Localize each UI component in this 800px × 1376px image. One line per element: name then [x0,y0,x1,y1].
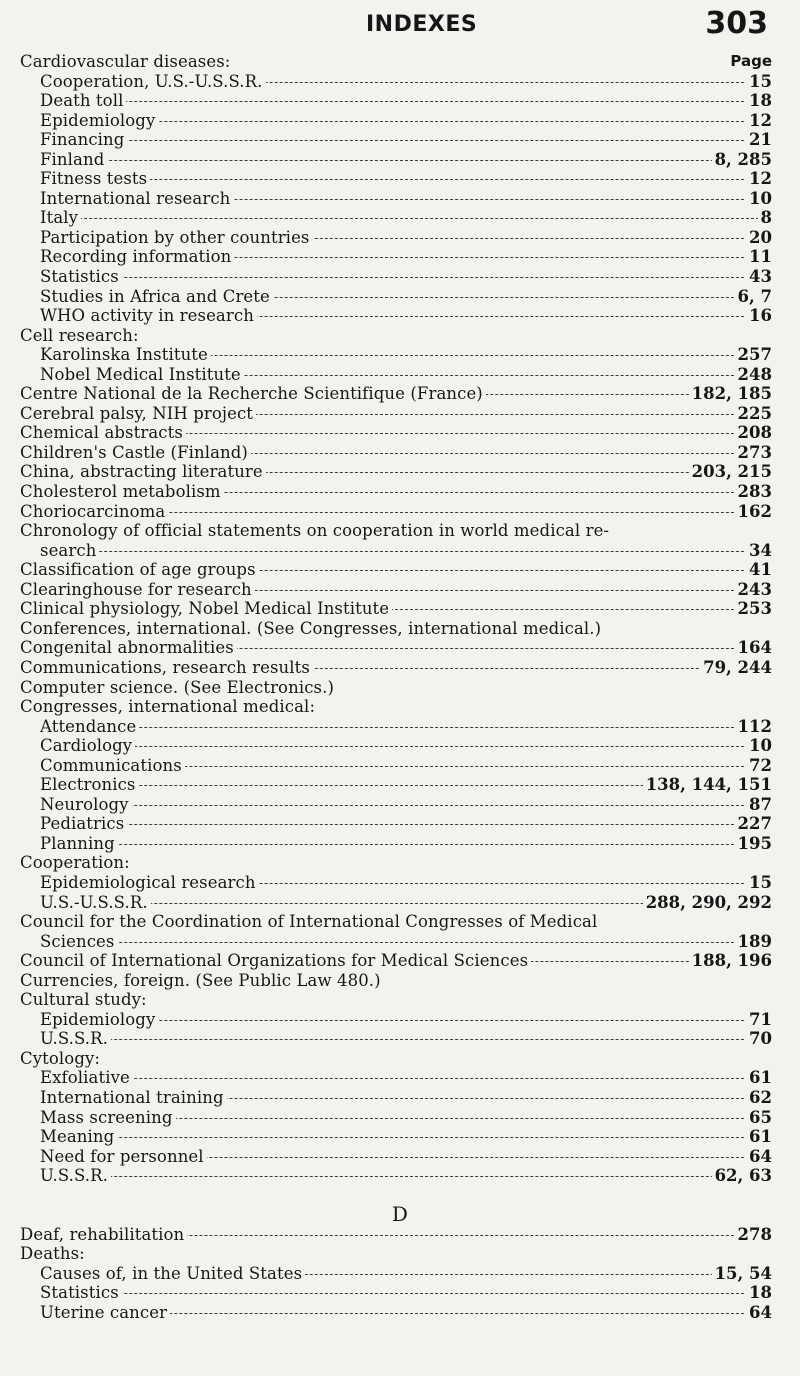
entry-text: Centre National de la Recherche Scientifique (France) [20,384,486,404]
index-entry [0,384,800,404]
entry-text: Planning [40,834,118,854]
dot-leader [44,942,764,943]
entry-page-ref: 18 [746,1283,772,1303]
dot-leader [44,746,764,747]
index-entry [0,697,800,717]
entry-page-ref: 87 [746,795,772,815]
entry-text: Exfoliative [40,1068,133,1088]
entry-page-ref: 18 [746,91,772,111]
dot-leader [44,1078,764,1079]
entry-page-ref: 34 [746,541,772,561]
index-entry [0,443,800,463]
entry-text: Karolinska Institute [40,345,211,365]
entry-text: Deaf, rehabilitation [20,1225,187,1245]
index-entry [0,326,800,346]
entry-page-ref: 138, 144, 151 [643,775,772,795]
entry-text: Neurology [40,795,132,815]
entry-page-ref: 65 [746,1108,772,1128]
index-entry [0,1010,800,1030]
index-entry [0,1029,800,1049]
entry-page-ref: 61 [746,1068,772,1088]
entry-page-ref: 182, 185 [689,384,772,404]
index-entry [0,1049,800,1069]
entry-text: Cooperation: [20,853,133,873]
dot-leader [44,179,764,180]
entry-page-ref: 61 [746,1127,772,1147]
entry-page-ref: 71 [746,1010,772,1030]
index-entry [0,912,800,932]
entry-text: Currencies, foreign. (See Public Law 480.) [20,971,384,991]
index-entry [0,404,800,424]
section-letter [0,1202,800,1227]
entry-text: Nobel Medical Institute [40,365,244,385]
entry-text: Conferences, international. (See Congresses, international medical.) [20,619,604,639]
entry-text: Pediatrics [40,814,127,834]
index-entry [0,462,800,482]
entry-page-ref: 12 [746,111,772,131]
entry-text: Italy [40,208,81,228]
entry-page-ref: 11 [746,247,772,267]
index-entry [0,814,800,834]
entry-text: U.S.-U.S.S.R. [40,893,151,913]
dot-leader [44,140,764,141]
index-entry [0,1108,800,1128]
index-entry [0,1166,800,1186]
entry-text: Cytology: [20,1049,103,1069]
entry-page-ref: 203, 215 [689,462,772,482]
entry-page-ref: 15 [746,873,772,893]
entry-page-ref: 12 [746,169,772,189]
entry-text: Electronics [40,775,139,795]
dot-leader [44,101,764,102]
entry-page-ref: 162 [735,502,772,522]
entry-text: Deaths: [20,1244,88,1264]
entry-text: Cultural study: [20,990,150,1010]
dot-leader [44,824,764,825]
entry-page-ref: 208 [735,423,772,443]
index-entry [0,990,800,1010]
index-entry [0,130,800,150]
dot-leader [44,1176,764,1177]
entry-page-ref: 188, 196 [689,951,772,971]
index-entry [0,189,800,209]
entry-text: Finland [40,150,107,170]
index-entry [0,208,800,228]
entry-text: Chronology of official statements on cooperation in world medical re- [20,521,612,541]
entry-text: Congresses, international medical: [20,697,318,717]
index-entry [0,169,800,189]
index-entry [0,1088,800,1108]
index-entry [0,560,800,580]
index-entry [0,1147,800,1167]
index-entry [0,52,800,72]
entry-page-ref: 225 [735,404,772,424]
entry-page-ref: 15, 54 [712,1264,772,1284]
entry-text: U.S.S.R. [40,1029,111,1049]
dot-leader [44,844,764,845]
dot-leader [44,1137,764,1138]
entry-text: Uterine cancer [40,1303,170,1323]
entry-text: Meaning [40,1127,117,1147]
entry-page-ref: 21 [746,130,772,150]
index-entry [0,502,800,522]
index-entry [0,228,800,248]
index-entry [0,72,800,92]
entry-text: Computer science. (See Electronics.) [20,678,337,698]
index-entry [0,951,800,971]
index-entry [0,287,800,307]
page-number: 303 [705,6,768,41]
entry-text: Communications, research results [20,658,313,678]
running-title: INDEXES [366,12,478,37]
entry-text: Financing [40,130,127,150]
entry-page-ref: 227 [735,814,772,834]
entry-text: Causes of, in the United States [40,1264,305,1284]
index-entry [0,1225,800,1245]
dot-leader [44,1293,764,1294]
entry-page-ref: 189 [735,932,772,952]
entry-text: Attendance [40,717,139,737]
dot-leader [44,1039,764,1040]
entry-page-ref: 257 [735,345,772,365]
dot-leader [44,805,764,806]
entry-text: Cardiovascular diseases: [20,52,233,72]
entry-text: Communications [40,756,185,776]
entry-text: Cooperation, U.S.-U.S.S.R. [40,72,266,92]
index-entry [0,306,800,326]
entry-text: Council of International Organizations for Medical Sciences [20,951,531,971]
index-entry [0,658,800,678]
index-entry [0,717,800,737]
page-header [0,6,800,46]
entry-text: search [40,541,99,561]
index-entry [0,423,800,443]
entry-text: Death toll [40,91,126,111]
index-entry [0,873,800,893]
entry-page-ref: 6, 7 [735,287,772,307]
index-entry [0,678,800,698]
entry-text: Congenital abnormalities [20,638,237,658]
entry-text: Cardiology [40,736,135,756]
section-letter-label: D [391,1202,409,1227]
entry-text: Sciences [40,932,118,952]
index-entry [0,1264,800,1284]
entry-text: Studies in Africa and Crete [40,287,273,307]
entry-page-ref: 16 [746,306,772,326]
entry-page-ref: 195 [735,834,772,854]
index-entry [0,853,800,873]
index-entry [0,1068,800,1088]
index-entry [0,541,800,561]
entry-text: Statistics [40,1283,122,1303]
index-entry [0,521,800,541]
entry-page-ref: Page [727,52,772,72]
dot-leader [44,218,764,219]
entry-text: Epidemiological research [40,873,259,893]
entry-page-ref: 278 [735,1225,772,1245]
entry-page-ref: 10 [746,189,772,209]
index-entry [0,247,800,267]
index-entry [0,736,800,756]
index-entry [0,971,800,991]
entry-page-ref: 43 [746,267,772,287]
entry-text: Cell research: [20,326,142,346]
entry-text: Classification of age groups [20,560,259,580]
index-entry [0,91,800,111]
entry-text: Recording information [40,247,234,267]
entry-text: Choriocarcinoma [20,502,168,522]
entry-page-ref: 253 [735,599,772,619]
entry-text: Need for personnel [40,1147,207,1167]
dot-leader [44,277,764,278]
entry-text: International research [40,189,233,209]
index-entry [0,365,800,385]
entry-text: Children's Castle (Finland) [20,443,251,463]
index-entry [0,932,800,952]
entry-text: Clinical physiology, Nobel Medical Institute [20,599,392,619]
entry-text: International training [40,1088,227,1108]
entry-page-ref: 79, 244 [700,658,772,678]
index-entry [0,1244,800,1264]
index-entry [0,267,800,287]
index-list [0,52,800,1323]
entry-text: Clearinghouse for research [20,580,255,600]
entry-page-ref: 288, 290, 292 [643,893,772,913]
entry-page-ref: 64 [746,1147,772,1167]
entry-text: Cerebral palsy, NIH project [20,404,256,424]
entry-page-ref: 62, 63 [712,1166,772,1186]
entry-page-ref: 64 [746,1303,772,1323]
index-entry [0,1127,800,1147]
dot-leader [44,551,764,552]
entry-text: Mass screening [40,1108,176,1128]
index-entry [0,150,800,170]
entry-text: Epidemiology [40,111,158,131]
entry-text: Fitness tests [40,169,150,189]
entry-text: Statistics [40,267,122,287]
index-entry [0,834,800,854]
entry-text: Chemical abstracts [20,423,186,443]
entry-page-ref: 273 [735,443,772,463]
index-entry [0,345,800,365]
index-entry [0,619,800,639]
entry-text: Participation by other countries [40,228,313,248]
entry-page-ref: 8 [758,208,772,228]
entry-text: WHO activity in research [40,306,257,326]
entry-page-ref: 62 [746,1088,772,1108]
dot-leader [44,727,764,728]
index-entry [0,756,800,776]
index-entry [0,111,800,131]
entry-page-ref: 41 [746,560,772,580]
index-entry [0,1283,800,1303]
entry-text: U.S.S.R. [40,1166,111,1186]
entry-page-ref: 112 [735,717,772,737]
index-entry [0,580,800,600]
index-entry [0,599,800,619]
entry-text: China, abstracting literature [20,462,266,482]
entry-page-ref: 248 [735,365,772,385]
entry-page-ref: 8, 285 [712,150,772,170]
index-entry [0,775,800,795]
dot-leader [44,160,764,161]
entry-page-ref: 72 [746,756,772,776]
index-entry [0,638,800,658]
entry-page-ref: 243 [735,580,772,600]
entry-text: Council for the Coordination of International Congresses of Medical [20,912,600,932]
index-entry [0,1303,800,1323]
entry-text: Cholesterol metabolism [20,482,224,502]
index-entry [0,893,800,913]
entry-page-ref: 15 [746,72,772,92]
entry-page-ref: 10 [746,736,772,756]
entry-text: Epidemiology [40,1010,158,1030]
entry-page-ref: 283 [735,482,772,502]
entry-page-ref: 164 [735,638,772,658]
entry-page-ref: 20 [746,228,772,248]
entry-page-ref: 70 [746,1029,772,1049]
index-entry [0,795,800,815]
index-entry [0,482,800,502]
